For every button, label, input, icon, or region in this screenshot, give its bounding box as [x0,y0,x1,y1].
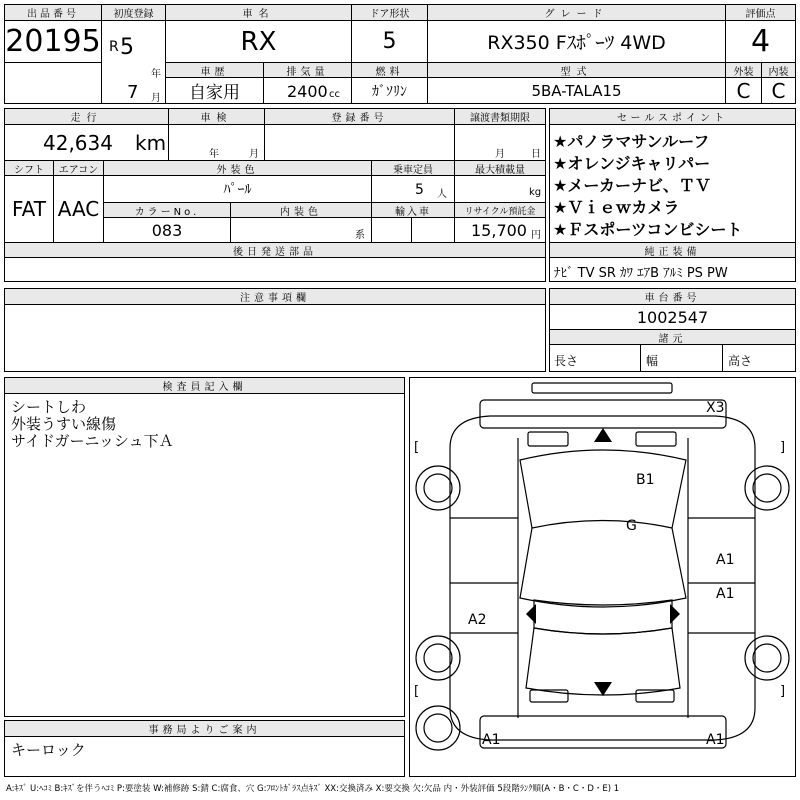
color-no: 083 [151,220,183,240]
inspection-month-unit: 月 [249,149,259,160]
color-no-label: カラーNo. [104,203,230,217]
recycle: 15,700 [471,221,527,240]
max-load-unit: kg [529,187,542,198]
interior-label: 内装 [762,63,795,77]
equipment-label: 純正装備 [550,243,795,258]
inspector-line-2: 外装うすい線傷 [11,415,117,433]
mileage-unit: km [135,131,167,155]
recycle-label: リサイクル預託金 [455,203,545,217]
capacity: 5 [415,182,424,198]
fuel-label: 燃料 [352,63,427,77]
mark-a1-bottom-left: A1 [482,732,501,748]
dims-label: 諸元 [550,330,795,345]
office-box [4,720,405,777]
grade-label: グレード [428,5,725,20]
vehicle-details-table [4,108,546,282]
shift: FAT [11,197,46,221]
inspector-line-1: シートしわ [11,398,87,416]
sales-points-label: セールスポイント [550,109,795,125]
chassis-label: 車台番号 [550,289,795,305]
era: R [109,39,119,55]
score-label: 評価点 [726,5,795,20]
sales-point-4: ★Ｖｉｅｗカメラ [553,198,680,217]
ac-label: エアコン [54,161,103,175]
displacement: 2400 [287,82,328,101]
damage-legend: A:ｷｽﾞ U:ﾍｺﾐ B:ｷｽﾞを伴うﾍｺﾐ P:要塗装 W:補修跡 S:錆 C:腐食、穴 G:ﾌﾛﾝﾄｶﾞﾗｽ点ｷｽﾞ XX:交換済み X:要交換 欠:欠品 内・外装評価 5段階ﾗﾝｸ順(A・B・C・D・E) 1 [6,784,620,794]
bracket-right-lower: ] [780,684,786,699]
later-parts-label: 後日発送部品 [5,243,545,257]
mark-a1-bottom-right: A1 [706,732,725,748]
inspector-label: 検査員記入欄 [5,378,404,394]
interior-color-label: 内装色 [231,203,371,217]
mark-a1-right-lower: A1 [716,586,735,602]
lot-number-label: 出品番号 [5,5,101,20]
mark-a2-left: A2 [468,612,487,628]
exterior-label: 外装 [726,63,761,77]
car-name: RX [240,26,277,57]
width-label: 幅 [646,354,659,368]
capacity-label: 乗車定員 [372,161,454,175]
displacement-label: 排気量 [264,63,351,77]
month-unit: 月 [151,93,161,104]
inspection-year-unit: 年 [209,149,219,160]
car-diagram [410,378,795,776]
sales-point-1: ★パノラマサンルーフ [553,132,710,151]
mileage-label: 走行 [5,109,168,124]
notes-box [4,288,546,372]
notes-label: 注意事項欄 [5,289,545,305]
height-label: 高さ [728,354,753,368]
chassis-box [549,288,796,372]
equipment-items: ﾅﾋﾞ TV SR ｶﾜ ｴｱB ｱﾙﾐ PS PW [554,266,728,281]
exterior: C [736,78,751,103]
mark-g: G [626,518,637,534]
year: 5 [120,35,134,60]
inspector-box [4,377,405,717]
model: 5BA-TALA15 [531,81,622,100]
inspector-line-3: サイドガーニッシュ下Ａ [11,432,174,450]
doors: 5 [382,29,397,54]
bracket-left-lower: [ [414,684,420,699]
mark-a1-right-upper: A1 [716,552,735,568]
mark-b1: B1 [636,472,655,488]
shift-label: シフト [5,161,53,175]
door-label: ドア形状 [352,5,427,20]
inspection-label: 車検 [169,109,264,124]
color-label: 外装色 [104,161,371,175]
mark-x3: X3 [706,400,725,416]
interior-color-unit: 系 [355,230,365,241]
color: ﾊﾟｰﾙ [223,182,252,198]
recycle-unit: 円 [531,230,541,241]
car-name-label: 車名 [166,5,351,20]
reg-number-label: 登録番号 [265,109,454,124]
grade: RX350 Fｽﾎﾟｰﾂ 4WD [487,32,666,54]
history-label: 車歴 [166,63,263,77]
interior: C [771,78,786,103]
displacement-unit: cc [329,89,340,100]
office-label: 事務局よりご案内 [5,721,404,737]
sales-point-5: ★Ｆスポーツコンビシート [553,220,743,239]
header-table [4,4,796,104]
fuel: ｶﾞｿﾘﾝ [372,83,407,100]
office-text: キーロック [11,741,86,759]
max-load-label: 最大積載量 [455,161,545,175]
car-diagram-box [409,377,796,777]
transfer-day-unit: 日 [531,149,541,160]
sales-point-3: ★メーカーナビ、ＴＶ [553,176,711,195]
sales-point-2: ★オレンジキャリパー [553,154,711,173]
ac: AAC [57,197,100,221]
bracket-right-upper: ] [780,440,786,455]
lot-number: 20195 [5,24,101,59]
sales-points-box [549,108,796,282]
transfer-label: 譲渡書類期限 [455,109,545,124]
score: 4 [750,24,771,59]
chassis-number: 1002547 [636,307,709,327]
year-unit: 年 [151,69,161,80]
model-label: 型式 [428,63,725,77]
history: 自家用 [189,83,240,103]
first-reg-label: 初度登録 [102,5,165,20]
capacity-unit: 人 [437,189,447,200]
transfer-month-unit: 月 [495,149,505,160]
month: 7 [127,82,139,103]
mileage: 42,634 [43,131,113,155]
import-label: 輸入車 [372,203,454,217]
length-label: 長さ [554,354,579,368]
bracket-left-upper: [ [414,440,420,455]
